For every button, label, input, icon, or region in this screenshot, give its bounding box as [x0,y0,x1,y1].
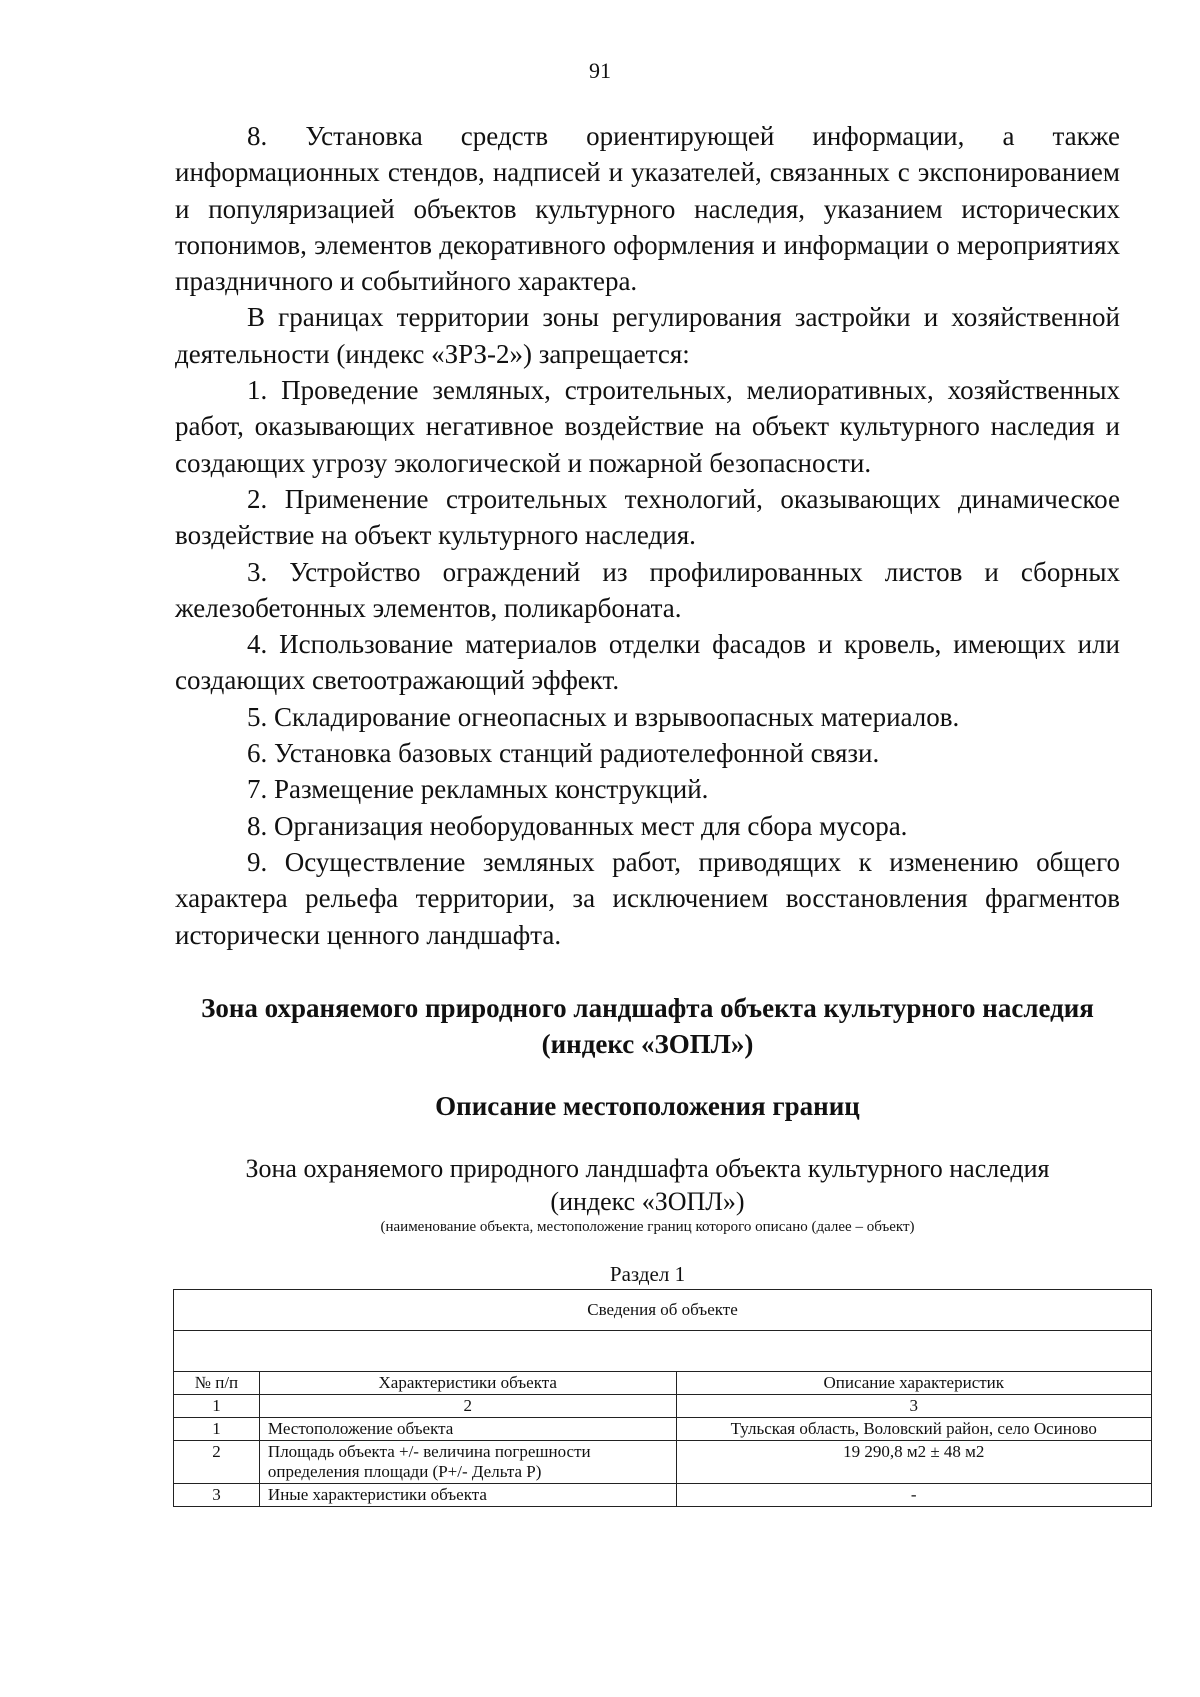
table-row [174,1484,1152,1507]
table-title: Сведения об объекте [174,1290,1152,1331]
paragraph: 9. Осуществление земляных работ, приводящих к изменению общего характера рельефа территории, за исключением восстановления фрагментов исторически ценного ландшафта. [175,846,1120,950]
paragraph: 7. Размещение рекламных конструкций. [247,774,709,805]
row-characteristic: Местоположение объекта [259,1418,676,1441]
section-label: Раздел 1 [609,1262,686,1286]
zone-heading-line1: Зона охраняемого природного ландшафта объекта культурного наследия [201,993,1094,1023]
row-description: Тульская область, Воловский район, село Осиново [676,1418,1151,1441]
object-name-caption: (наименование объекта, местоположение границ которого описано (далее – объект) [380,1219,915,1235]
paragraph: 8. Организация необорудованных мест для сбора мусора. [247,810,908,841]
object-name-line1: Зона охраняемого природного ландшафта объекта культурного наследия [245,1154,1050,1183]
description-heading-block [175,1088,1120,1124]
row-description: 19 290,8 м2 ± 48 м2 [676,1441,1151,1484]
paragraph: 6. Установка базовых станций радиотелефонной связи. [247,738,880,769]
table-empty-cell [174,1331,1152,1372]
paragraph: В границах территории зоны регулирования застройки и хозяйственной деятельности (индекс «ЗРЗ-2») запрещается: [175,302,1120,369]
table-row [174,1441,1152,1484]
row-number: 1 [174,1418,260,1441]
row-number: 3 [174,1484,260,1507]
object-info-table [173,1289,1152,1507]
table-row [174,1418,1152,1441]
description-heading: Описание местоположения границ [435,1091,860,1121]
table-numbering-row [174,1395,1152,1418]
row-characteristic: Иные характеристики объекта [259,1484,676,1507]
paragraph: 3. Устройство ограждений из профилированных листов и сборных железобетонных элементов, поликарбоната. [175,556,1120,623]
header-number: № п/п [174,1372,260,1395]
zone-heading-line2: (индекс «ЗОПЛ») [541,1029,754,1059]
paragraph: 1. Проведение земляных, строительных, мелиоративных, хозяйственных работ, оказывающих негативное воздействие на объект культурного наследия и создающих угрозу экологической и пожарной безопасности. [175,375,1120,478]
row-description: - [676,1484,1151,1507]
row-characteristic: Площадь объекта +/- величина погрешности определения площади (Р+/- Дельта Р) [259,1441,676,1484]
object-name-block [175,1152,1120,1236]
numbering-cell: 2 [259,1395,676,1418]
row-number: 2 [174,1441,260,1484]
table-title-row [174,1290,1152,1331]
table-empty-row [174,1331,1152,1372]
paragraph: 2. Применение строительных технологий, оказывающих динамическое воздействие на объект культурного наследия. [175,483,1120,551]
numbering-cell: 3 [676,1395,1151,1418]
paragraph: 5. Складирование огнеопасных и взрывоопасных материалов. [247,701,960,732]
object-name-line2: (индекс «ЗОПЛ») [550,1187,745,1216]
zone-heading [175,990,1120,1062]
page-number: 91 [589,58,611,83]
paragraph: 8. Установка средств ориентирующей информации, а также информационных стендов, надписей и указателей, связанных с экспонированием и популяризацией объектов культурного наследия, указанием исторических топонимов, элементов декоративного оформления и информации о мероприятиях праздничного и событийного характера. [175,121,1120,297]
header-characteristics: Характеристики объекта [259,1372,676,1395]
numbering-cell: 1 [174,1395,260,1418]
header-description: Описание характеристик [676,1372,1151,1395]
body-text [175,118,1120,953]
paragraph: 4. Использование материалов отделки фасадов и кровель, имеющих или создающих светоотражающий эффект. [175,629,1120,696]
table-header-row [174,1372,1152,1395]
